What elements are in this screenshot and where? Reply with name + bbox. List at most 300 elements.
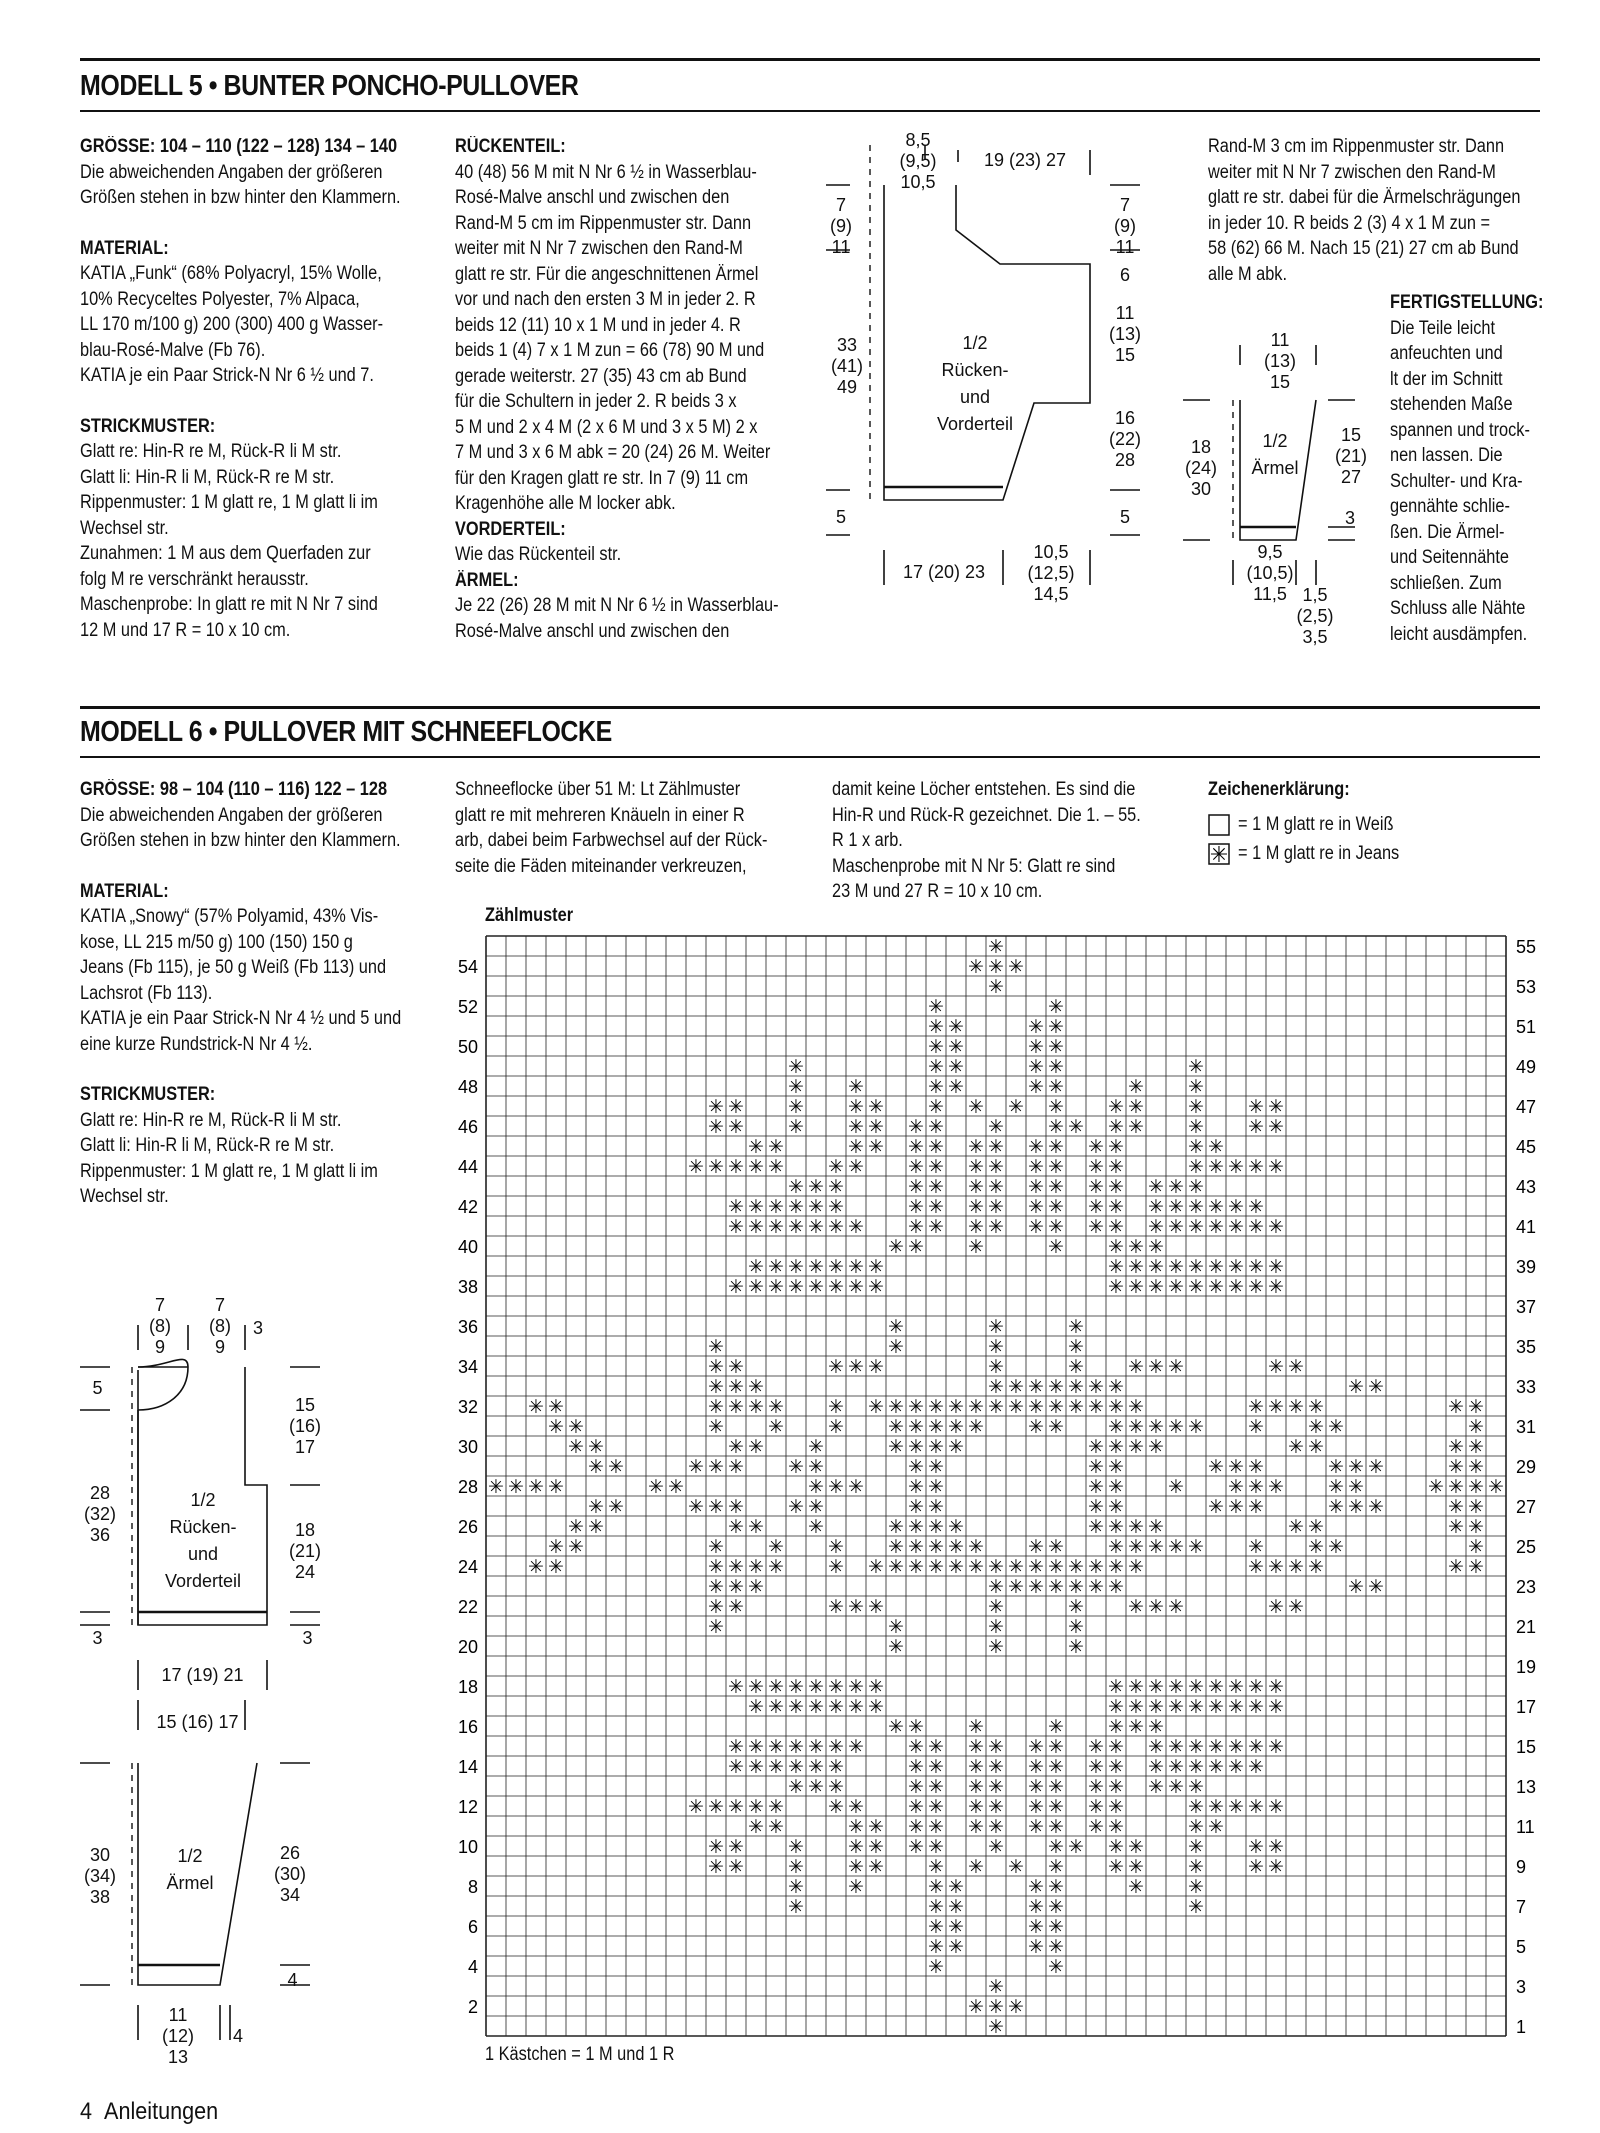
jeans-stitch: ✳ (748, 1397, 764, 1418)
jeans-stitch: ✳ (1108, 1717, 1124, 1738)
row-label-left: 54 (457, 957, 478, 977)
jeans-stitch: ✳ (1068, 1617, 1084, 1638)
jeans-stitch: ✳ (968, 957, 984, 978)
jeans-stitch: ✳ (1048, 1017, 1064, 1038)
text-line: ßen. Die Ärmel- (1390, 521, 1505, 543)
text-line: Jeans (Fb 115), je 50 g Weiß (Fb 113) und (80, 957, 387, 978)
jeans-stitch: ✳ (1028, 1797, 1044, 1818)
jeans-stitch: ✳ (728, 1857, 744, 1878)
row-label-left: 12 (457, 1797, 478, 1817)
jeans-stitch: ✳ (1088, 1577, 1104, 1598)
jeans-stitch: ✳ (708, 1837, 724, 1858)
jeans-stitch: ✳ (928, 1937, 944, 1958)
text-line: glatt re str. Für die angeschnittenen Ärmel (455, 263, 759, 285)
jeans-stitch: ✳ (808, 1257, 824, 1278)
jeans-stitch: ✳ (708, 1157, 724, 1178)
text-line: LL 170 m/100 g) 200 (300) 400 g Wasser- (80, 314, 384, 335)
jeans-stitch: ✳ (1028, 1417, 1044, 1438)
jeans-stitch: ✳ (1208, 1697, 1224, 1718)
jeans-stitch: ✳ (1148, 1437, 1164, 1458)
text-line: arb, dabei beim Farbwechsel auf der Rück- (455, 830, 768, 851)
jeans-stitch: ✳ (1448, 1457, 1464, 1478)
jeans-stitch: ✳ (908, 1117, 924, 1138)
jeans-stitch: ✳ (1028, 1397, 1044, 1418)
jeans-stitch: ✳ (1068, 1317, 1084, 1338)
m6-sleeve-dim-bottom-4: 4 (232, 2026, 243, 2046)
section-heading: GRÖSSE: 98 – 104 (110 – 116) 122 – 128 (80, 779, 388, 800)
m5-dim-bottom-right: 10,5 (12,5) 14,5 (1027, 542, 1075, 604)
jeans-stitch: ✳ (1108, 1697, 1124, 1718)
m6-sleeve-dim-left: 30 (34) 38 (83, 1845, 116, 1907)
jeans-stitch: ✳ (1148, 1697, 1164, 1718)
jeans-stitch: ✳ (788, 1057, 804, 1078)
jeans-stitch: ✳ (928, 1417, 944, 1438)
jeans-stitch: ✳ (968, 1997, 984, 2018)
jeans-stitch: ✳ (1128, 1877, 1144, 1898)
jeans-stitch: ✳ (748, 1677, 764, 1698)
jeans-stitch: ✳ (1188, 1837, 1204, 1858)
jeans-stitch: ✳ (908, 1837, 924, 1858)
jeans-stitch: ✳ (848, 1157, 864, 1178)
jeans-stitch: ✳ (1268, 1257, 1284, 1278)
jeans-stitch: ✳ (928, 1457, 944, 1478)
jeans-stitch: ✳ (988, 1177, 1004, 1198)
jeans-stitch: ✳ (1228, 1257, 1244, 1278)
jeans-stitch: ✳ (928, 1157, 944, 1178)
jeans-stitch: ✳ (868, 1677, 884, 1698)
text-line: seite die Fäden miteinander verkreuzen, (455, 855, 747, 877)
jeans-stitch: ✳ (748, 1277, 764, 1298)
jeans-stitch: ✳ (968, 1537, 984, 1558)
row-label-left: 46 (457, 1117, 478, 1137)
jeans-stitch: ✳ (848, 1737, 864, 1758)
jeans-stitch: ✳ (1128, 1277, 1144, 1298)
jeans-stitch: ✳ (1448, 1477, 1464, 1498)
jeans-stitch: ✳ (1068, 1637, 1084, 1658)
jeans-stitch: ✳ (1188, 1797, 1204, 1818)
jeans-stitch: ✳ (988, 1337, 1004, 1358)
jeans-stitch: ✳ (1188, 1737, 1204, 1758)
jeans-stitch: ✳ (1008, 957, 1024, 978)
jeans-stitch: ✳ (928, 1057, 944, 1078)
jeans-stitch: ✳ (1428, 1477, 1444, 1498)
jeans-stitch: ✳ (868, 1117, 884, 1138)
row-label-right: 53 (1516, 977, 1537, 997)
jeans-stitch: ✳ (928, 1137, 944, 1158)
jeans-stitch: ✳ (908, 1797, 924, 1818)
jeans-stitch: ✳ (848, 1117, 864, 1138)
jeans-stitch: ✳ (1108, 1557, 1124, 1578)
text-line: spannen und trock- (1390, 419, 1530, 441)
jeans-stitch: ✳ (1348, 1497, 1364, 1518)
jeans-stitch: ✳ (708, 1577, 724, 1598)
jeans-stitch: ✳ (1268, 1477, 1284, 1498)
jeans-stitch: ✳ (1208, 1197, 1224, 1218)
jeans-stitch: ✳ (728, 1457, 744, 1478)
jeans-stitch: ✳ (668, 1477, 684, 1498)
jeans-stitch: ✳ (1008, 1557, 1024, 1578)
jeans-stitch: ✳ (908, 1237, 924, 1258)
text-line: 23 M und 27 R = 10 x 10 cm. (832, 881, 1043, 902)
jeans-stitch: ✳ (1268, 1797, 1284, 1818)
jeans-stitch: ✳ (728, 1837, 744, 1858)
jeans-stitch: ✳ (948, 1057, 964, 1078)
jeans-stitch: ✳ (1228, 1497, 1244, 1518)
jeans-stitch: ✳ (1048, 1097, 1064, 1118)
jeans-stitch: ✳ (1188, 1877, 1204, 1898)
jeans-stitch: ✳ (608, 1497, 624, 1518)
jeans-stitch: ✳ (788, 1837, 804, 1858)
jeans-stitch: ✳ (1208, 1257, 1224, 1278)
jeans-stitch: ✳ (988, 1157, 1004, 1178)
jeans-stitch: ✳ (1168, 1697, 1184, 1718)
jeans-stitch: ✳ (1448, 1437, 1464, 1458)
jeans-stitch: ✳ (948, 1437, 964, 1458)
text-line: gennähte schlie- (1390, 496, 1510, 517)
jeans-stitch: ✳ (908, 1517, 924, 1538)
jeans-stitch: ✳ (748, 1197, 764, 1218)
jeans-stitch: ✳ (1268, 1357, 1284, 1378)
m6-legend-jeans: = 1 M glatt re in Jeans (1238, 843, 1400, 864)
section-heading: ÄRMEL: (455, 569, 519, 591)
jeans-stitch: ✳ (988, 937, 1004, 958)
jeans-stitch: ✳ (1128, 1117, 1144, 1138)
jeans-stitch: ✳ (988, 1137, 1004, 1158)
jeans-stitch: ✳ (1008, 1397, 1024, 1418)
jeans-stitch: ✳ (968, 1417, 984, 1438)
jeans-stitch: ✳ (1088, 1177, 1104, 1198)
jeans-stitch: ✳ (768, 1817, 784, 1838)
jeans-stitch: ✳ (1288, 1357, 1304, 1378)
jeans-stitch: ✳ (1048, 1797, 1064, 1818)
jeans-stitch: ✳ (928, 1037, 944, 1058)
jeans-stitch: ✳ (1048, 1037, 1064, 1058)
jeans-stitch: ✳ (968, 1737, 984, 1758)
jeans-stitch: ✳ (768, 1137, 784, 1158)
jeans-stitch: ✳ (888, 1557, 904, 1578)
jeans-stitch: ✳ (928, 997, 944, 1018)
jeans-stitch: ✳ (1088, 1797, 1104, 1818)
jeans-stitch: ✳ (768, 1557, 784, 1578)
jeans-stitch: ✳ (1468, 1457, 1484, 1478)
jeans-stitch: ✳ (708, 1797, 724, 1818)
jeans-stitch: ✳ (1268, 1837, 1284, 1858)
jeans-stitch: ✳ (1248, 1397, 1264, 1418)
jeans-stitch: ✳ (1068, 1557, 1084, 1578)
jeans-stitch: ✳ (1268, 1097, 1284, 1118)
m5-dim-top-right: 19 (23) 27 (983, 150, 1067, 170)
jeans-stitch: ✳ (1368, 1377, 1384, 1398)
jeans-stitch: ✳ (1368, 1497, 1384, 1518)
jeans-stitch: ✳ (828, 1257, 844, 1278)
text-line: Schneeflocke über 51 M: Lt Zählmuster (455, 779, 741, 800)
jeans-stitch: ✳ (1188, 1217, 1204, 1238)
jeans-stitch: ✳ (788, 1857, 804, 1878)
jeans-stitch: ✳ (1268, 1157, 1284, 1178)
jeans-stitch: ✳ (1028, 1217, 1044, 1238)
row-label-right: 45 (1516, 1137, 1537, 1157)
jeans-stitch: ✳ (748, 1697, 764, 1718)
jeans-stitch: ✳ (928, 1837, 944, 1858)
jeans-stitch: ✳ (888, 1237, 904, 1258)
jeans-stitch: ✳ (1028, 1557, 1044, 1578)
jeans-stitch: ✳ (1448, 1497, 1464, 1518)
row-label-right: 41 (1516, 1217, 1537, 1237)
jeans-stitch: ✳ (928, 1797, 944, 1818)
row-label-left: 18 (457, 1677, 478, 1697)
jeans-stitch: ✳ (828, 1357, 844, 1378)
jeans-stitch: ✳ (1148, 1257, 1164, 1278)
jeans-stitch: ✳ (848, 1817, 864, 1838)
jeans-stitch: ✳ (1128, 1397, 1144, 1418)
jeans-stitch: ✳ (1048, 1557, 1064, 1578)
jeans-stitch: ✳ (1068, 1577, 1084, 1598)
row-label-right: 31 (1516, 1417, 1537, 1437)
jeans-stitch: ✳ (1048, 1777, 1064, 1798)
jeans-stitch: ✳ (708, 1357, 724, 1378)
jeans-stitch: ✳ (768, 1217, 784, 1238)
jeans-stitch: ✳ (1268, 1737, 1284, 1758)
jeans-stitch: ✳ (1068, 1337, 1084, 1358)
jeans-stitch: ✳ (748, 1557, 764, 1578)
row-label-right: 19 (1516, 1657, 1537, 1677)
jeans-stitch: ✳ (828, 1277, 844, 1298)
row-label-right: 33 (1516, 1377, 1537, 1397)
jeans-stitch: ✳ (1068, 1597, 1084, 1618)
text-line: KATIA „Snowy“ (57% Polyamid, 43% Vis- (80, 906, 379, 927)
jeans-stitch: ✳ (948, 1397, 964, 1418)
jeans-stitch: ✳ (1148, 1197, 1164, 1218)
jeans-stitch: ✳ (828, 1597, 844, 1618)
text-line: Glatt li: Hin-R li M, Rück-R re M str. (80, 466, 335, 488)
jeans-stitch: ✳ (1168, 1777, 1184, 1798)
jeans-stitch: ✳ (1028, 1757, 1044, 1778)
text-line: Schluss alle Nähte (1390, 598, 1526, 619)
jeans-stitch: ✳ (1128, 1597, 1144, 1618)
jeans-stitch: ✳ (808, 1517, 824, 1538)
jeans-stitch: ✳ (828, 1477, 844, 1498)
jeans-stitch: ✳ (1088, 1517, 1104, 1538)
jeans-stitch: ✳ (868, 1257, 884, 1278)
jeans-stitch: ✳ (1348, 1477, 1364, 1498)
m6-legend-title: Zeichenerklärung: (1208, 779, 1350, 800)
jeans-stitch: ✳ (808, 1477, 824, 1498)
jeans-stitch: ✳ (968, 1817, 984, 1838)
jeans-stitch: ✳ (888, 1437, 904, 1458)
jeans-stitch: ✳ (1048, 1397, 1064, 1418)
jeans-stitch: ✳ (768, 1697, 784, 1718)
jeans-stitch: ✳ (1128, 1237, 1144, 1258)
jeans-stitch: ✳ (548, 1477, 564, 1498)
jeans-stitch: ✳ (928, 1077, 944, 1098)
jeans-stitch: ✳ (508, 1477, 524, 1498)
jeans-stitch: ✳ (1148, 1237, 1164, 1258)
jeans-stitch: ✳ (1248, 1737, 1264, 1758)
row-label-right: 17 (1516, 1697, 1537, 1717)
jeans-stitch: ✳ (748, 1257, 764, 1278)
jeans-stitch: ✳ (1108, 1817, 1124, 1838)
jeans-stitch: ✳ (988, 1837, 1004, 1858)
jeans-stitch: ✳ (1228, 1477, 1244, 1498)
jeans-stitch: ✳ (968, 1797, 984, 1818)
row-label-left: 38 (457, 1277, 478, 1297)
jeans-stitch: ✳ (1328, 1497, 1344, 1518)
jeans-stitch: ✳ (1028, 1377, 1044, 1398)
jeans-stitch: ✳ (1048, 1417, 1064, 1438)
jeans-stitch: ✳ (1088, 1397, 1104, 1418)
jeans-stitch: ✳ (1168, 1477, 1184, 1498)
jeans-stitch: ✳ (1248, 1417, 1264, 1438)
jeans-stitch: ✳ (728, 1737, 744, 1758)
jeans-stitch: ✳ (1168, 1357, 1184, 1378)
jeans-stitch: ✳ (1488, 1477, 1504, 1498)
jeans-stitch: ✳ (768, 1537, 784, 1558)
jeans-stitch: ✳ (1228, 1217, 1244, 1238)
jeans-stitch: ✳ (988, 1317, 1004, 1338)
jeans-stitch: ✳ (1228, 1197, 1244, 1218)
text-line: anfeuchten und (1390, 343, 1503, 364)
jeans-stitch: ✳ (1208, 1277, 1224, 1298)
jeans-stitch: ✳ (1228, 1457, 1244, 1478)
jeans-stitch: ✳ (748, 1217, 764, 1238)
jeans-stitch: ✳ (868, 1857, 884, 1878)
jeans-stitch: ✳ (1088, 1137, 1104, 1158)
jeans-stitch: ✳ (1088, 1477, 1104, 1498)
m6-sleeve-dim-right: 26 (30) 34 (273, 1843, 306, 1905)
jeans-stitch: ✳ (908, 1417, 924, 1438)
jeans-stitch: ✳ (988, 1357, 1004, 1378)
jeans-stitch: ✳ (708, 1097, 724, 1118)
jeans-stitch: ✳ (1288, 1597, 1304, 1618)
m5-dim-bottom-left: 17 (20) 23 (902, 562, 986, 582)
text-line: leicht ausdämpfen. (1390, 623, 1528, 645)
jeans-stitch: ✳ (1088, 1157, 1104, 1178)
jeans-stitch: ✳ (1168, 1217, 1184, 1238)
text-line: beids 12 (11) 10 x 1 M und in jeder 4. R (455, 314, 741, 336)
jeans-stitch: ✳ (1468, 1497, 1484, 1518)
row-label-left: 30 (457, 1437, 478, 1457)
jeans-stitch: ✳ (1148, 1757, 1164, 1778)
text-line: Lachsrot (Fb 113). (80, 982, 213, 1004)
jeans-stitch: ✳ (1348, 1377, 1364, 1398)
jeans-stitch: ✳ (1108, 1677, 1124, 1698)
jeans-stitch: ✳ (528, 1557, 544, 1578)
jeans-stitch: ✳ (1188, 1777, 1204, 1798)
jeans-stitch: ✳ (1128, 1437, 1144, 1458)
section-heading: FERTIGSTELLUNG: (1390, 292, 1544, 313)
jeans-stitch: ✳ (768, 1157, 784, 1178)
jeans-stitch: ✳ (868, 1357, 884, 1378)
jeans-stitch: ✳ (808, 1197, 824, 1218)
jeans-stitch: ✳ (1068, 1117, 1084, 1138)
jeans-stitch: ✳ (1108, 1097, 1124, 1118)
jeans-stitch: ✳ (708, 1597, 724, 1618)
jeans-stitch: ✳ (1348, 1577, 1364, 1598)
jeans-stitch: ✳ (1228, 1157, 1244, 1178)
jeans-stitch: ✳ (708, 1557, 724, 1578)
jeans-stitch: ✳ (708, 1857, 724, 1878)
jeans-stitch: ✳ (908, 1217, 924, 1238)
jeans-stitch: ✳ (728, 1397, 744, 1418)
jeans-stitch: ✳ (988, 1397, 1004, 1418)
jeans-stitch: ✳ (1028, 1017, 1044, 1038)
jeans-stitch: ✳ (728, 1217, 744, 1238)
jeans-stitch: ✳ (988, 957, 1004, 978)
jeans-stitch: ✳ (788, 1197, 804, 1218)
text-line: weiter mit N Nr 7 zwischen den Rand-M (455, 238, 743, 259)
jeans-stitch: ✳ (968, 1097, 984, 1118)
row-label-right: 43 (1516, 1177, 1537, 1197)
jeans-stitch: ✳ (1168, 1537, 1184, 1558)
jeans-stitch: ✳ (828, 1757, 844, 1778)
text-line: für den Kragen glatt re str. In 7 (9) 11 cm (455, 467, 749, 489)
jeans-stitch: ✳ (1328, 1477, 1344, 1498)
jeans-stitch: ✳ (1008, 1857, 1024, 1878)
jeans-stitch: ✳ (748, 1797, 764, 1818)
jeans-stitch: ✳ (1248, 1537, 1264, 1558)
jeans-stitch: ✳ (828, 1557, 844, 1578)
jeans-stitch: ✳ (928, 1097, 944, 1118)
text-line: Maschenprobe: In glatt re mit N Nr 7 sind (80, 594, 378, 615)
jeans-stitch: ✳ (808, 1697, 824, 1718)
m5-sleeve-label: 1/2 Ärmel (1251, 431, 1299, 478)
jeans-stitch: ✳ (948, 1557, 964, 1578)
jeans-stitch: ✳ (848, 1097, 864, 1118)
jeans-stitch: ✳ (728, 1357, 744, 1378)
jeans-stitch: ✳ (848, 1357, 864, 1378)
jeans-stitch: ✳ (868, 1557, 884, 1578)
jeans-stitch: ✳ (1148, 1777, 1164, 1798)
text-line: 7 M und 3 x 6 M abk = 20 (24) 26 M. Weiter (455, 442, 771, 463)
section-heading: MATERIAL: (80, 880, 169, 902)
row-label-left: 14 (457, 1757, 478, 1777)
text-line: Größen stehen in bzw hinter den Klammern. (80, 830, 401, 851)
jeans-stitch: ✳ (1128, 1077, 1144, 1098)
jeans-stitch: ✳ (988, 1557, 1004, 1578)
jeans-stitch: ✳ (1248, 1257, 1264, 1278)
jeans-stitch: ✳ (1008, 1097, 1024, 1118)
jeans-stitch: ✳ (588, 1437, 604, 1458)
jeans-stitch: ✳ (1188, 1677, 1204, 1698)
jeans-stitch: ✳ (748, 1437, 764, 1458)
jeans-stitch: ✳ (848, 1137, 864, 1158)
text-line: eine kurze Rundstrick-N Nr 4 ½. (80, 1033, 313, 1055)
jeans-stitch: ✳ (808, 1737, 824, 1758)
row-label-left: 26 (457, 1517, 478, 1537)
jeans-stitch: ✳ (1088, 1457, 1104, 1478)
m5-dim-right-mid: 11 (13) 15 (1108, 303, 1141, 365)
jeans-stitch: ✳ (988, 1617, 1004, 1638)
jeans-stitch: ✳ (548, 1397, 564, 1418)
jeans-stitch: ✳ (728, 1497, 744, 1518)
jeans-stitch: ✳ (1128, 1257, 1144, 1278)
jeans-stitch: ✳ (1248, 1757, 1264, 1778)
jeans-stitch: ✳ (1188, 1057, 1204, 1078)
jeans-stitch: ✳ (1148, 1357, 1164, 1378)
row-label-left: 20 (457, 1637, 478, 1657)
jeans-stitch: ✳ (1028, 1157, 1044, 1178)
jeans-stitch: ✳ (908, 1537, 924, 1558)
jeans-stitch: ✳ (1248, 1117, 1264, 1138)
jeans-stitch: ✳ (928, 1897, 944, 1918)
jeans-stitch: ✳ (1168, 1277, 1184, 1298)
jeans-stitch: ✳ (928, 1397, 944, 1418)
jeans-stitch: ✳ (948, 1537, 964, 1558)
jeans-stitch: ✳ (708, 1617, 724, 1638)
jeans-stitch: ✳ (948, 1897, 964, 1918)
jeans-stitch: ✳ (1028, 1077, 1044, 1098)
jeans-stitch: ✳ (1108, 1857, 1124, 1878)
